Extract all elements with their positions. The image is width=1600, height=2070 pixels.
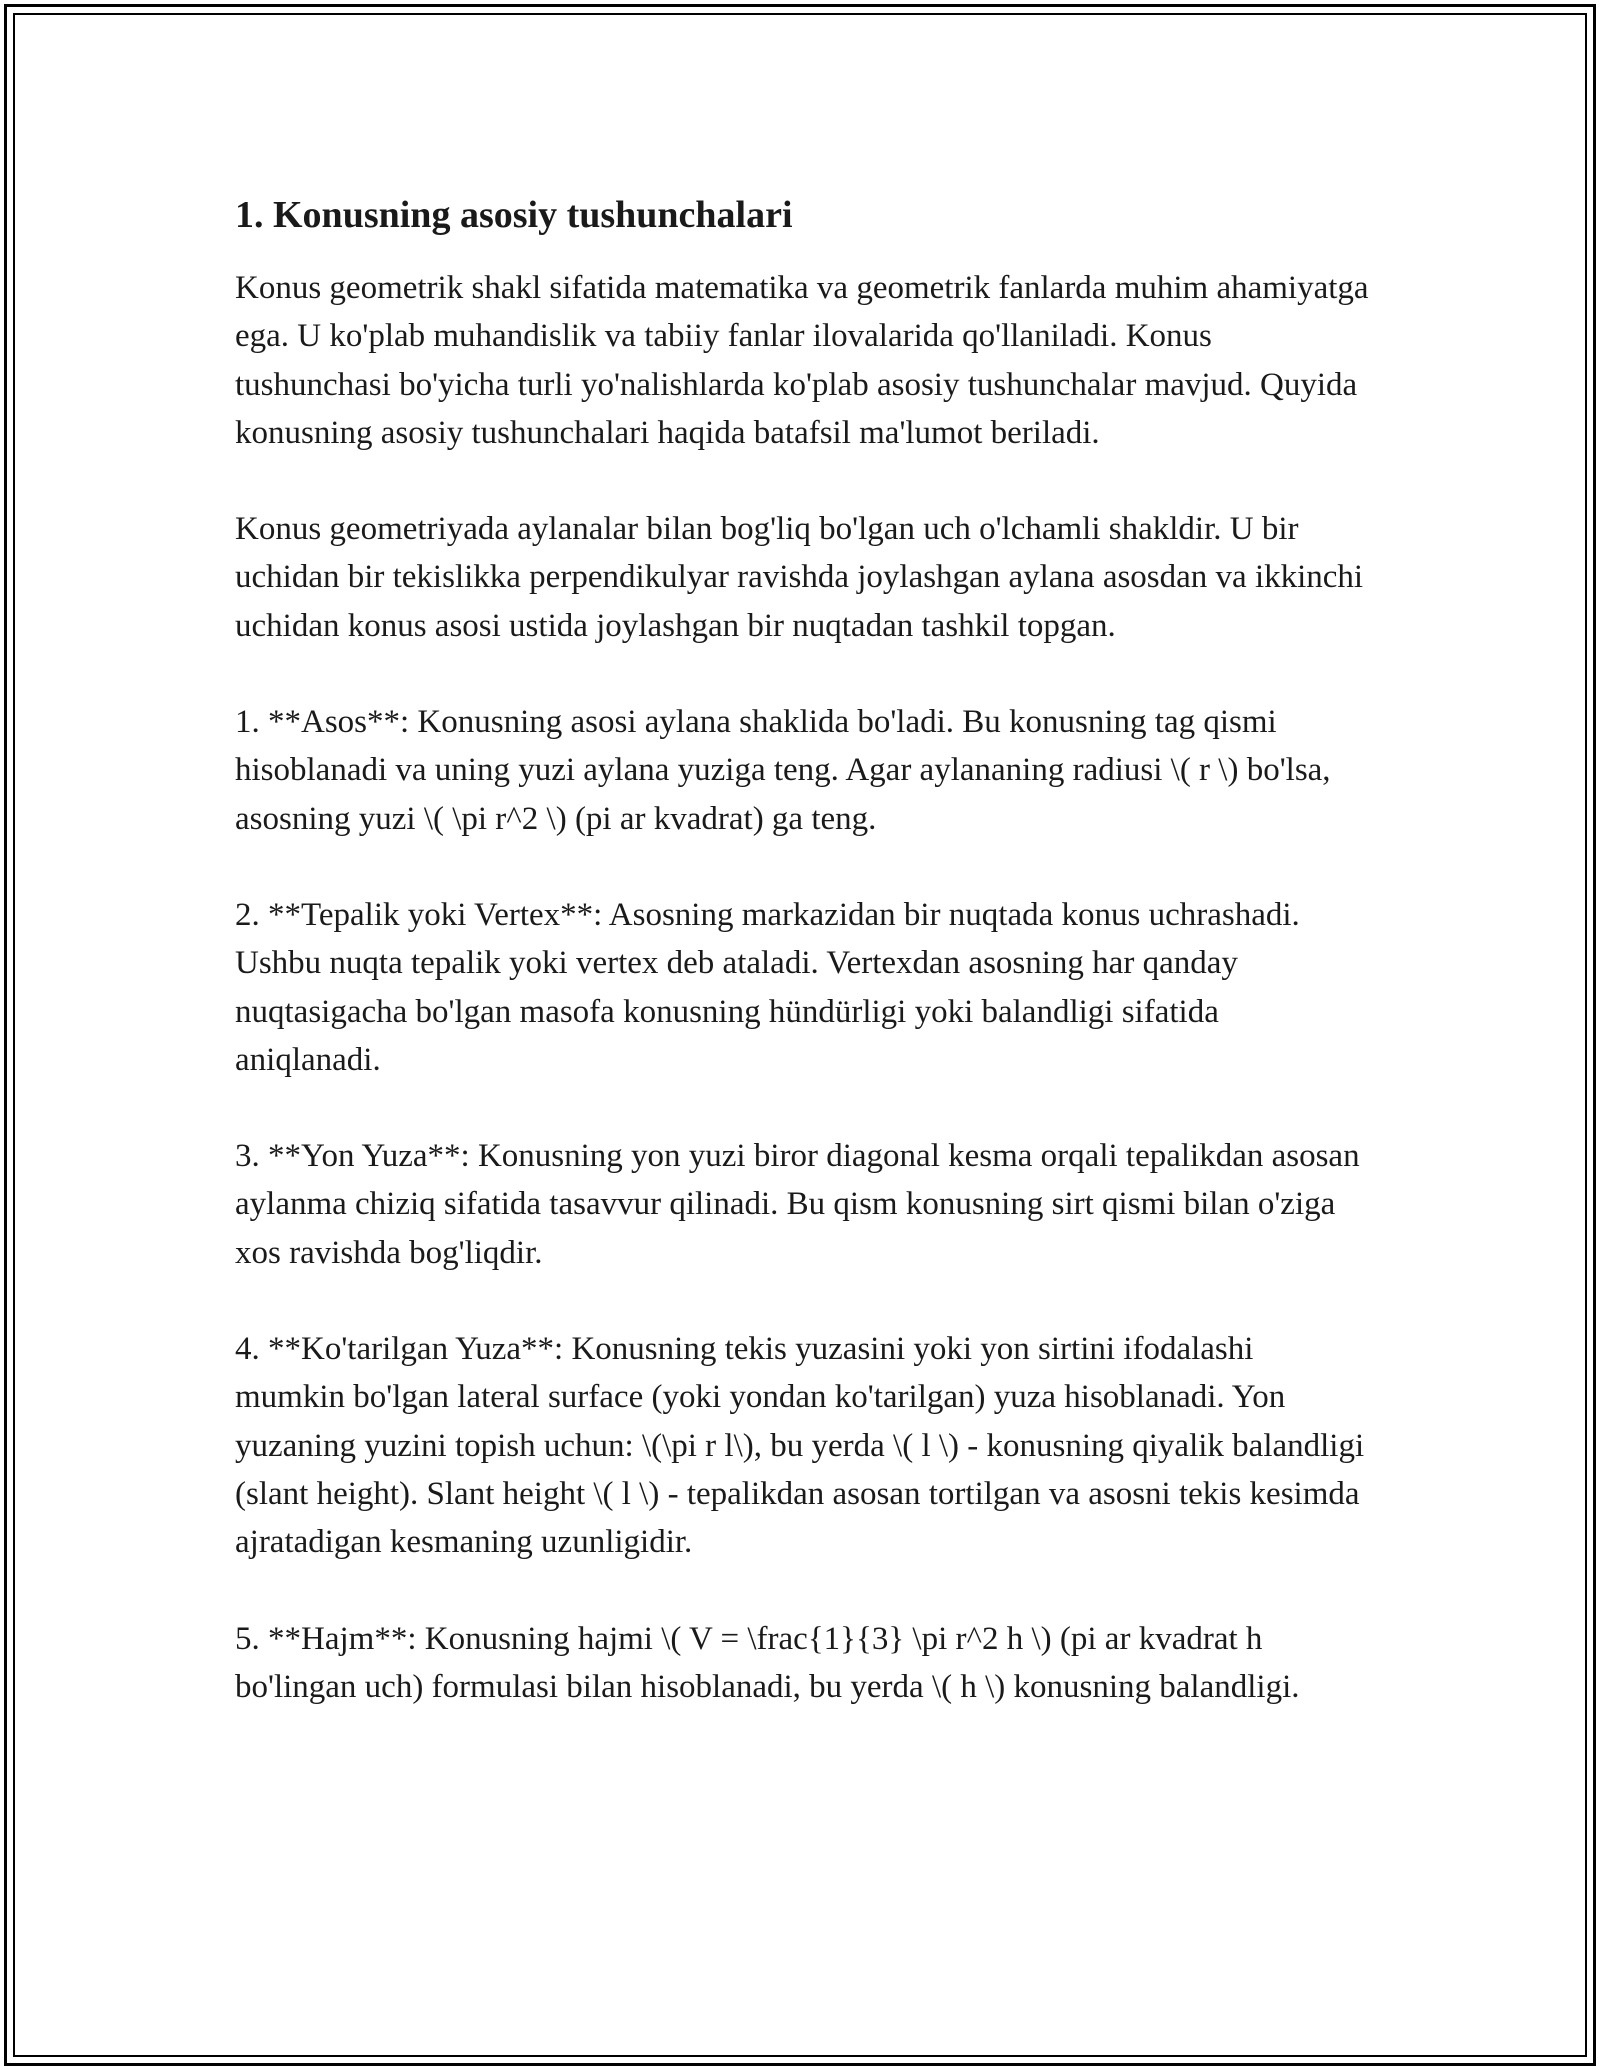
document-title: 1. Konusning asosiy tushunchalari <box>235 194 793 236</box>
paragraph-kotarilgan-yuza: 4. **Ko'tarilgan Yuza**: Konusning tekis yuzasini yoki yon sirtini ifodalashi mumkin bo'lgan lateral surface (yoki yondan ko'tarilgan) yuza hisoblanadi. Yon yuzaning yuzini topish uchun: \(\pi r l\), bu yerda \( l \) - konusning qiyalik balandligi (slant height). Slant height \( l \) - tepalikdan asosan tortilgan va asosni tekis kesimda ajratadigan kesmaning uzunligidir. <box>235 1331 1365 1561</box>
paragraph-asos: 1. **Asos**: Konusning asosi aylana shaklida bo'ladi. Bu konusning tag qismi hisoblanadi va uning yuzi aylana yuziga teng. Agar aylananing radiusi \( r \) bo'lsa, asosning yuzi \( \pi r^2 \) (pi ar kvadrat) ga teng. <box>235 704 1331 837</box>
paragraph-definition: Konus geometriyada aylanalar bilan bog'liq bo'lgan uch o'lchamli shakldir. U bir uchidan bir tekislikka perpendikulyar ravishda joylashgan aylana asosdan va ikkinchi uchidan konus asosi ustida joylashgan bir nuqtadan tashkil topgan. <box>235 511 1364 644</box>
paragraph-tepalik: 2. **Tepalik yoki Vertex**: Asosning markazidan bir nuqtada konus uchrashadi. Ushbu nuqta tepalik yoki vertex deb ataladi. Vertexdan asosning har qanday nuqtasigacha bo'lgan masofa konusning hündürligi yoki balandligi sifatida aniqlanadi. <box>235 896 1300 1078</box>
paragraph-yon-yuza: 3. **Yon Yuza**: Konusning yon yuzi biror diagonal kesma orqali tepalikdan asosan aylanma chiziq sifatida tasavvur qilinadi. Bu qism konusning sirt qismi bilan o'ziga xos ravishda bog'liqdir. <box>235 1138 1360 1271</box>
document-body <box>235 190 1370 1759</box>
paragraph-hajm: 5. **Hajm**: Konusning hajmi \( V = \frac{1}{3} \pi r^2 h \) (pi ar kvadrat h bo'lingan uch) formulasi bilan hisoblanadi, bu yerda \( h \) konusning balandligi. <box>235 1620 1300 1705</box>
paragraph-intro: Konus geometrik shakl sifatida matematika va geometrik fanlarda muhim ahamiyatga ega. U ko'plab muhandislik va tabiiy fanlar ilovalarida qo'llaniladi. Konus tushunchasi bo'yicha turli yo'nalishlarda ko'plab asosiy tushunchalar mavjud. Quyida konusning asosiy tushunchalari haqida batafsil ma'lumot beriladi. <box>235 270 1369 451</box>
